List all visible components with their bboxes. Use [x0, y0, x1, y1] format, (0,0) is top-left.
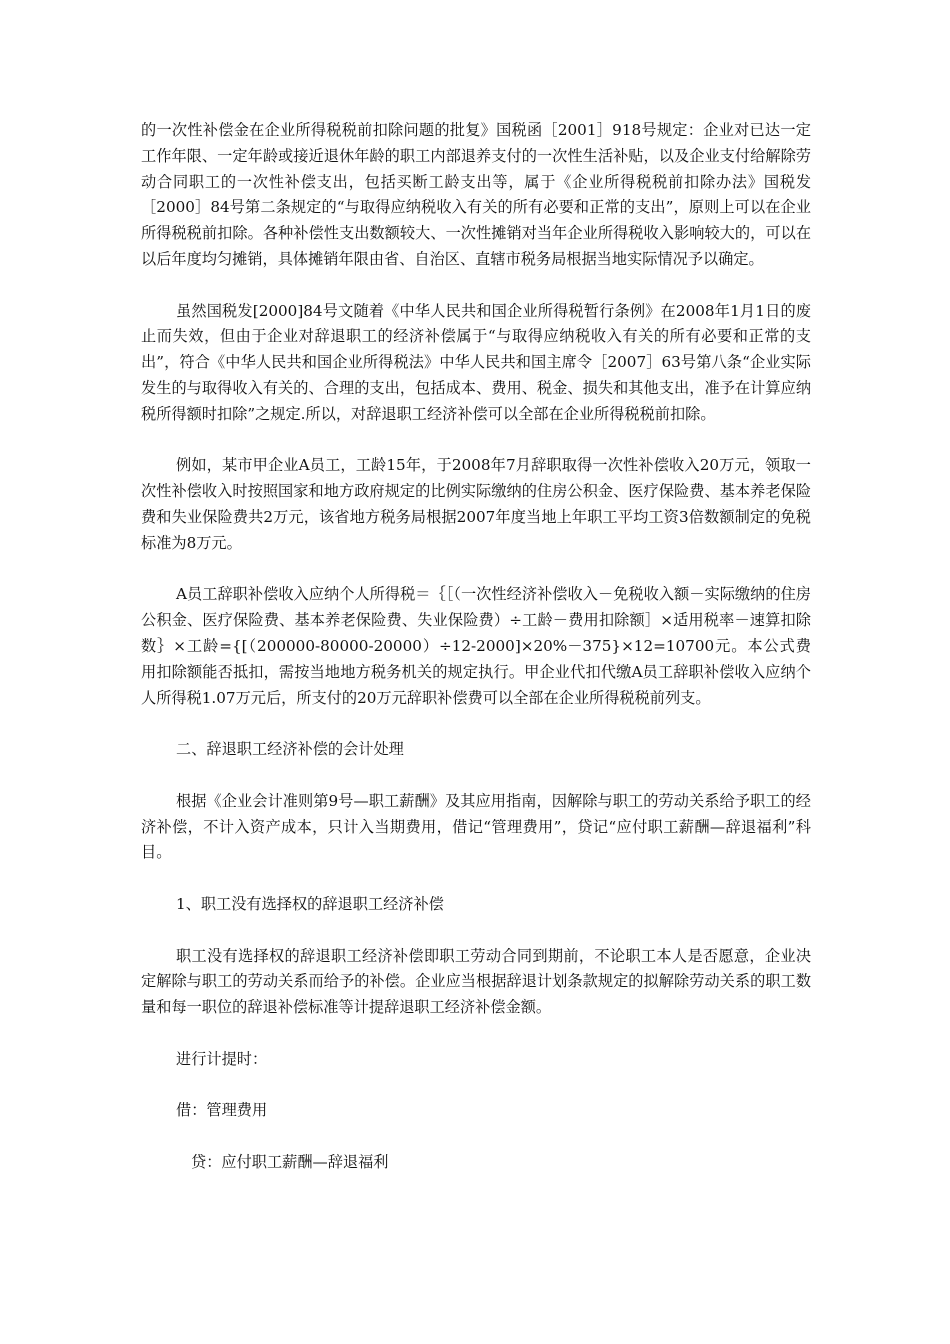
paragraph-no-choice-compensation: 职工没有选择权的辞退职工经济补偿即职工劳动合同到期前，不论职工本人是否愿意，企业决定解除与职工的劳动关系而给予的补偿。企业应当根据辞退计划条款规定的拟解除劳动关系的职工数量和每一职位的辞退补偿标准等计提辞退职工经济补偿金额。: [141, 946, 811, 1017]
document-page: [141, 118, 811, 1201]
paragraph-deduction-rule: 虽然国税发[2000]84号文随着《中华人民共和国企业所得税暂行条例》在2008年1月1日的废止而失效，但由于企业对辞退职工的经济补偿属于“与取得应纳税收入有关的所有必要和正常的支出”，符合《中华人民共和国企业所得税法》中华人民共和国主席令［2007］63号第八条“企业实际发生的与取得收入有关的、合理的支出，包括成本、费用、税金、损失和其他支出，准予在计算应纳税所得额时扣除”之规定.所以，对辞退职工经济补偿可以全部在企业所得税税前扣除。: [141, 301, 811, 423]
subsection-heading-no-choice: 1、职工没有选择权的辞退职工经济补偿: [176, 894, 444, 913]
paragraph-tax-formula: A员工辞职补偿收入应纳个人所得税＝｛［（一次性经济补偿收入－免税收入额－实际缴纳的住房公积金、医疗保险费、基本养老保险费、失业保险费）÷工龄－费用扣除额］×适用税率－速算扣除数｝×工龄={[（200000-80000-20000）÷12-2000]×20%－375}×12=10700元。本公式费用扣除额能否抵扣，需按当地地方税务机关的规定执行。甲企业代扣代缴A员工辞职补偿收入应纳个人所得税1.07万元后，所支付的20万元辞职补偿费可以全部在企业所得税税前列支。: [141, 585, 811, 707]
journal-entry-credit: 贷：应付职工薪酬—辞退福利: [191, 1152, 389, 1171]
journal-entry-debit: 借：管理费用: [176, 1101, 268, 1120]
paragraph-accounting-standard: 根据《企业会计准则第9号—职工薪酬》及其应用指南，因解除与职工的劳动关系给予职工的经济补偿，不计入资产成本，只计入当期费用，借记“管理费用”，贷记“应付职工薪酬—辞退福利”科目。: [141, 791, 811, 862]
paragraph-accrual-intro: 进行计提时：: [176, 1049, 268, 1068]
paragraph-tax-ruling: 的一次性补偿金在企业所得税税前扣除问题的批复》国税函［2001］918号规定：企业对已达一定工作年限、一定年龄或接近退休年龄的职工内部退养支付的一次性生活补贴，以及企业支付给解除劳动合同职工的一次性补偿支出，包括买断工龄支出等，属于《企业所得税税前扣除办法》国税发［2000］84号第二条规定的“与取得应纳税收入有关的所有必要和正常的支出”，原则上可以在企业所得税税前扣除。各种补偿性支出数额较大、一次性摊销对当年企业所得税收入影响较大的，可以在以后年度均匀摊销，具体摊销年限由省、自治区、直辖市税务局根据当地实际情况予以确定。: [141, 121, 811, 268]
paragraph-example: 例如，某市甲企业A员工，工龄15年，于2008年7月辞职取得一次性补偿收入20万元，领取一次性补偿收入时按照国家和地方政府规定的比例实际缴纳的住房公积金、医疗保险费、基本养老保险费和失业保险费共2万元，该省地方税务局根据2007年度当地上年职工平均工资3倍数额制定的免税标准为8万元。: [141, 456, 811, 552]
section-heading-accounting: 二、辞退职工经济补偿的会计处理: [176, 740, 404, 759]
